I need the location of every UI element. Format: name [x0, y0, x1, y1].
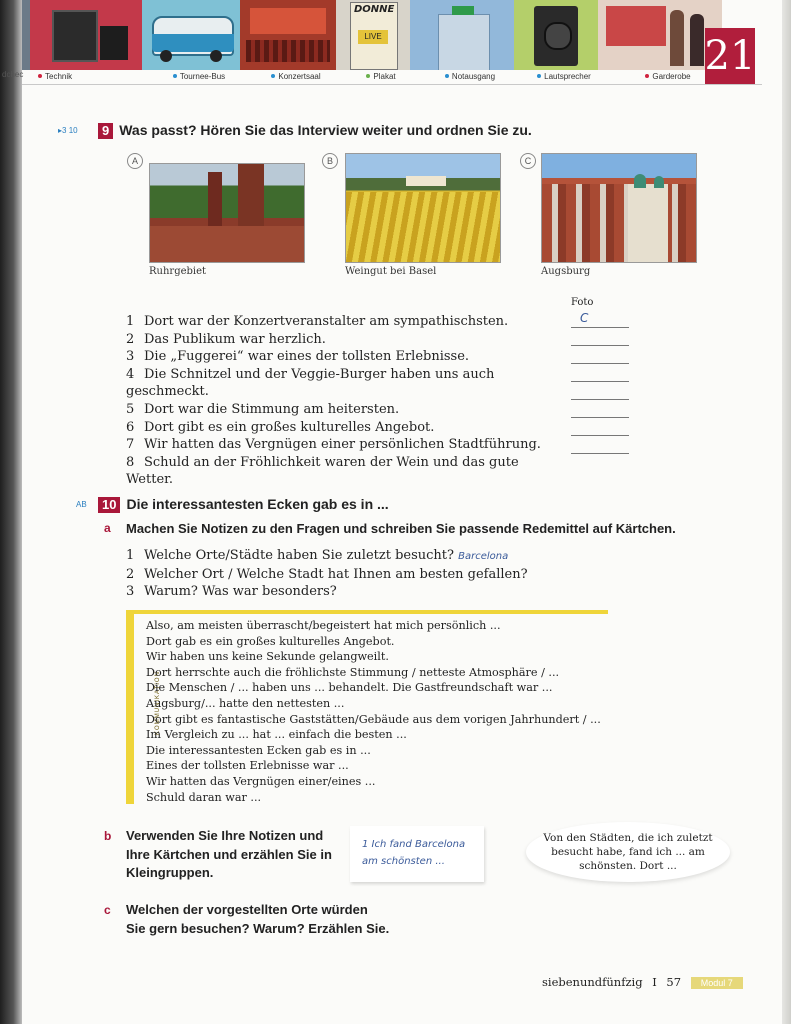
- answer-line[interactable]: [571, 363, 629, 364]
- phrase: Dort gab es ein großes kulturelles Angebot.: [146, 634, 395, 648]
- ex9-item: 2 Das Publikum war herzlich.: [126, 331, 326, 347]
- part-a-instruction: Machen Sie Notizen zu den Fragen und schreiben Sie passende Redemittel auf Kärtchen.: [126, 521, 676, 536]
- workbook-ref: AB: [76, 500, 87, 509]
- header-captions: [22, 70, 722, 82]
- tile-plakat: [336, 0, 410, 70]
- phrase: Wir haben uns keine Sekunde gelangweilt.: [146, 650, 389, 664]
- dot-garderobe: [645, 74, 649, 78]
- question-list: [126, 547, 646, 601]
- book-spine-shadow: [0, 0, 22, 1024]
- photo-b-letter: B: [322, 153, 338, 169]
- phrase: Dort herrschte auch die fröhlichste Stimmung / netteste Atmosphäre / ...: [146, 665, 560, 679]
- cut-tile: [22, 0, 30, 70]
- dot-bus: [173, 74, 177, 78]
- exercise-9-number: 9: [98, 123, 113, 139]
- answer-1: C: [580, 311, 589, 325]
- photo-a-caption: Ruhrgebiet: [149, 266, 207, 277]
- exercise-9-heading: [98, 120, 532, 139]
- dot-saal: [271, 74, 275, 78]
- phrase: Augsburg/... hatte den nettesten ...: [146, 696, 345, 710]
- header-divider: [22, 84, 762, 85]
- ex9-item: 3 Die „Fuggerei“ war eines der tollsten Erlebnisse.: [126, 349, 470, 365]
- answer-line[interactable]: [571, 381, 629, 382]
- ex9-item: 4 Die Schnitzel und der Veggie-Burger haben uns auch geschmeckt.: [126, 366, 495, 400]
- note-card: [350, 826, 484, 882]
- caption-plakat: Plakat: [373, 71, 396, 81]
- part-c-letter: c: [104, 903, 111, 917]
- caption-tournee-bus: Tournee-Bus: [179, 71, 226, 81]
- ex9-item: 5 Dort war die Stimmung am heitersten.: [126, 401, 400, 417]
- caption-lautsprecher: Lautsprecher: [544, 71, 591, 81]
- page-footer: [542, 975, 743, 989]
- photo-c-letter: C: [520, 153, 536, 169]
- answer-line[interactable]: [571, 399, 629, 400]
- exercise-10-heading: [98, 494, 389, 513]
- answer-line[interactable]: [571, 435, 629, 436]
- ex9-item: 1 Dort war der Konzertveranstalter am sympathischsten.: [126, 314, 509, 329]
- tile-lautsprecher: [514, 0, 598, 70]
- page-edge: [782, 0, 791, 1024]
- photo-augsburg: [541, 153, 697, 263]
- header-picture-strip: [22, 0, 722, 70]
- chapter-badge: 21: [705, 28, 755, 84]
- question-1-answer: Barcelona: [458, 551, 509, 562]
- tile-konzertsaal: [240, 0, 336, 70]
- poster-text: DONNE: [354, 4, 395, 15]
- footer-separator: I: [652, 975, 657, 989]
- ex9-item: 8 Schuld an der Fröhlichkeit waren der Wein und das gute Wetter.: [126, 454, 519, 488]
- ex9-item: 6 Dort gibt es ein großes kulturelles Angebot.: [126, 419, 435, 435]
- part-a-letter: a: [104, 521, 111, 535]
- dot-notausgang: [445, 74, 449, 78]
- box-top-bar: [126, 610, 608, 614]
- caption-garderobe: Garderobe: [652, 71, 691, 81]
- dot-lautsprecher: [537, 74, 541, 78]
- foto-label: Foto: [571, 297, 594, 308]
- photo-ruhrgebiet: [149, 163, 305, 263]
- book-page: [22, 0, 782, 1024]
- answer-line[interactable]: [571, 417, 629, 418]
- phrase: Wir hatten das Vergnügen einer/eines ...: [146, 774, 376, 788]
- dot-technik: [38, 74, 42, 78]
- tile-garderobe: [598, 0, 722, 70]
- exercise-9-list: [126, 313, 566, 489]
- phrase: Schuld daran war ...: [146, 790, 262, 804]
- poster-sub: LIVE: [358, 30, 388, 44]
- phrase: Also, am meisten überrascht/begeistert hat mich persönlich ...: [146, 619, 501, 632]
- module-tag: Modul 7: [691, 977, 743, 989]
- exercise-9-title: Was passt? Hören Sie das Interview weiter und ordnen Sie zu.: [119, 122, 532, 138]
- tile-technik: [30, 0, 142, 70]
- phrase: Die Menschen / ... haben uns ... behandelt. Die Gastfreundschaft war ...: [146, 681, 553, 695]
- box-side-label: KOMMUNIKATION: [155, 671, 161, 735]
- question: 3 Warum? Was war besonders?: [126, 584, 337, 600]
- photo-b-caption: Weingut bei Basel: [345, 266, 437, 277]
- tile-tournee-bus: [142, 0, 240, 70]
- answer-line[interactable]: [571, 453, 629, 454]
- phrase: Die interessantesten Ecken gab es in ...: [146, 743, 371, 757]
- caption-konzertsaal: Konzertsaal: [278, 71, 321, 81]
- part-b-letter: b: [104, 829, 112, 843]
- question: 1 Welche Orte/Städte haben Sie zuletzt besucht? Barcelona: [126, 548, 509, 563]
- note-card-text: 1 Ich fand Barcelona am schönsten ...: [362, 839, 466, 867]
- answer-line[interactable]: [571, 345, 629, 346]
- phrase-box: [146, 618, 606, 805]
- phrase: Im Vergleich zu ... hat ... einfach die besten ...: [146, 728, 407, 742]
- photo-a-letter: A: [127, 153, 143, 169]
- question: 2 Welcher Ort / Welche Stadt hat Ihnen am besten gefallen?: [126, 566, 528, 582]
- left-page-cut-text: dchec: [2, 70, 24, 79]
- page-number-word: siebenundfünfzig: [542, 975, 643, 989]
- page-number: 57: [666, 975, 682, 989]
- answer-line[interactable]: [571, 327, 629, 328]
- audio-track: ▸3 10: [58, 126, 78, 135]
- part-b-instruction: Verwenden Sie Ihre Notizen und Ihre Kärtchen und erzählen Sie in Kleingruppen.: [126, 828, 332, 880]
- speech-bubble-text: Von den Städten, die ich zuletzt besucht habe, fand ich ... am schönsten. Dort ...: [543, 832, 713, 872]
- tile-notausgang: [410, 0, 514, 70]
- phrase: Eines der tollsten Erlebnisse war ...: [146, 759, 349, 773]
- photo-weingut: [345, 153, 501, 263]
- phrase: Dort gibt es fantastische Gaststätten/Gebäude aus dem vorigen Jahrhundert / ...: [146, 712, 601, 726]
- part-c-instruction: Welchen der vorgestellten Orte würden Sie gern besuchen? Warum? Erzählen Sie.: [126, 902, 390, 936]
- dot-plakat: [366, 74, 370, 78]
- exercise-10-title: Die interessantesten Ecken gab es in ...: [126, 496, 389, 512]
- exercise-10-number: 10: [98, 497, 120, 513]
- caption-notausgang: Notausgang: [451, 71, 496, 81]
- box-side-bar: [126, 610, 134, 804]
- caption-technik: Technik: [45, 71, 73, 81]
- ex9-item: 7 Wir hatten das Vergnügen einer persönlichen Stadtführung.: [126, 437, 541, 453]
- photo-c-caption: Augsburg: [541, 266, 591, 277]
